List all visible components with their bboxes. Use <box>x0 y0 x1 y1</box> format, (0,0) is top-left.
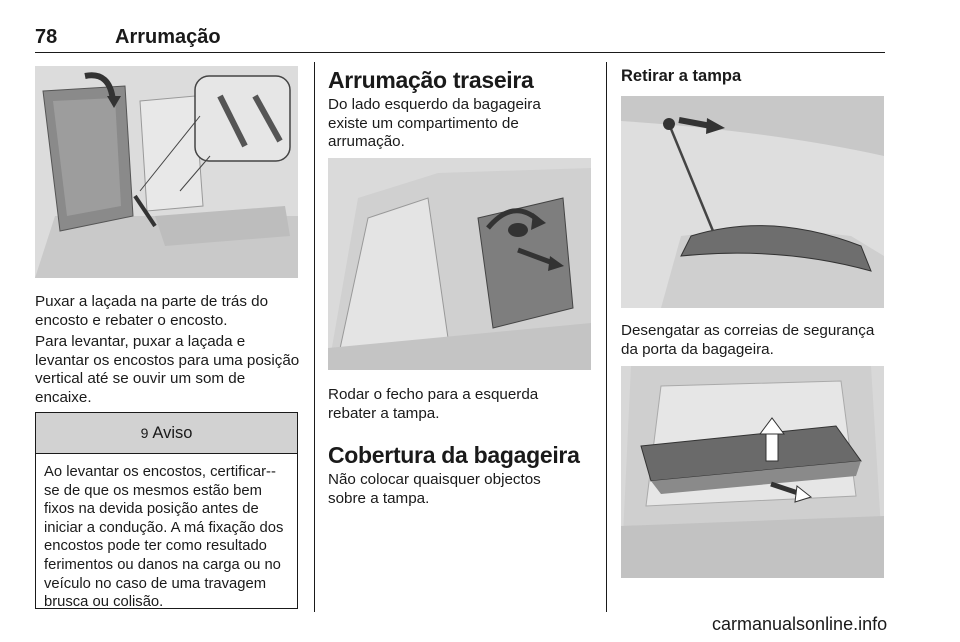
paragraph: Para levantar, puxar a laçada e levantar os encostos para uma posição vertical até se ouvir um som de encaixe. <box>35 333 300 406</box>
page-header <box>35 26 885 53</box>
paragraph: Desengatar as correias de segurança da porta da bagageira. <box>621 322 875 358</box>
sub-heading: Retirar a tampa <box>621 67 742 85</box>
paragraph: Do lado esquerdo da bagageira existe um compartimento de arrumação. <box>328 96 541 150</box>
column-divider <box>606 62 607 612</box>
page-number: 78 <box>35 26 58 48</box>
warning-header <box>36 413 297 454</box>
tailgate-strap-illustration <box>621 96 884 308</box>
section-heading: Cobertura da bagageira <box>328 442 580 468</box>
warning-text: Ao levantar os encostos, certificar--se de que os mesmos estão bem fixos na devida posição antes de iniciar a condução. A má fixação dos encostos pode ter como resultado ferimentos ou danos na carga ou no veículo no caso de uma travagem brusca ou colisão. <box>44 464 284 611</box>
section-heading: Arrumação traseira <box>328 67 534 93</box>
seat-folding-illustration <box>35 66 298 278</box>
warning-icon: 9 <box>140 425 149 441</box>
rear-storage-illustration <box>328 158 591 370</box>
watermark: carmanualsonline.info <box>712 614 888 634</box>
column-divider <box>314 62 315 612</box>
cover-removal-illustration <box>621 366 884 578</box>
paragraph: Não colocar quaisquer objectos sobre a tampa. <box>328 471 541 507</box>
page-title: Arrumação <box>115 26 221 48</box>
paragraph: Rodar o fecho para a esquerda rebater a tampa. <box>328 386 539 422</box>
paragraph: Puxar a laçada na parte de trás do encosto e rebater o encosto. <box>35 293 269 329</box>
warning-title: Aviso <box>152 423 193 442</box>
warning-box <box>35 412 298 609</box>
